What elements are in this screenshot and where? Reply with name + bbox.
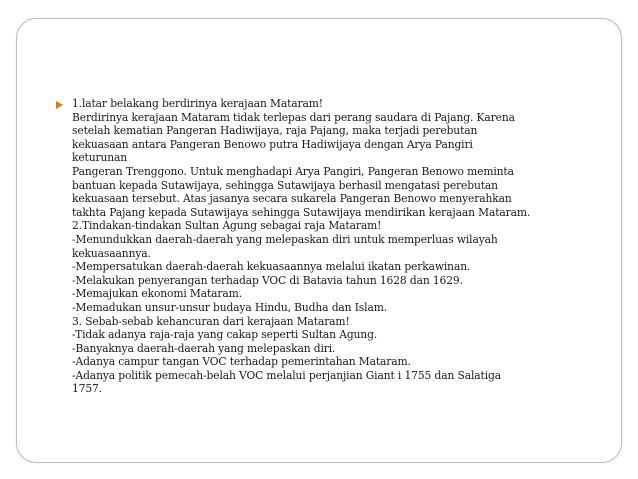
list-item: -Adanya campur tangan VOC terhadap pemerintahan Mataram. <box>72 355 411 369</box>
list-item: -Banyaknya daerah-daerah yang melepaskan diri. <box>72 341 336 355</box>
text-line: kekuasaan antara Pangeran Benowo putra Hadiwijaya dengan Arya Pangiri <box>72 137 473 151</box>
list-item: -Tidak adanya raja-raja yang cakap seperti Sultan Agung. <box>72 328 378 342</box>
list-item: -Melakukan penyerangan terhadap VOC di Batavia tahun 1628 dan 1629. <box>72 273 463 287</box>
text-line: setelah kematian Pangeran Hadiwijaya, raja Pajang, maka terjadi perebutan <box>72 124 478 138</box>
text-line: Berdirinya kerajaan Mataram tidak terlepas dari perang saudara di Pajang. Karena <box>72 110 515 124</box>
text-line: Pangeran Trenggono. Untuk menghadapi Arya Pangiri, Pangeran Benowo meminta <box>72 164 514 178</box>
list-item: -Adanya politik pemecah-belah VOC melalui perjanjian Giant i 1755 dan Salatiga <box>72 368 501 382</box>
text-line: takhta Pajang kepada Sutawijaya sehingga Sutawijaya mendirikan kerajaan Mataram. <box>72 205 531 219</box>
text-line: kekuasaan tersebut. Atas jasanya secara sukarela Pangeran Benowo menyerahkan <box>72 192 512 206</box>
list-item: -Menundukkan daerah-daerah yang melepaskan diri untuk memperluas wilayah <box>72 232 498 246</box>
list-item: -Memajukan ekonomi Mataram. <box>72 287 242 301</box>
text-line: 1757. <box>72 382 102 396</box>
text-line: keturunan <box>72 151 128 165</box>
heading-tindakan-sultan-agung: 2.Tindakan-tindakan Sultan Agung sebagai raja Mataram! <box>72 219 382 233</box>
text-line: bantuan kepada Sutawijaya, sehingga Sutawijaya berhasil mengatasi perebutan <box>72 178 498 192</box>
text-line: kekuasaannya. <box>72 246 151 260</box>
list-item: -Memadukan unsur-unsur budaya Hindu, Budha dan Islam. <box>72 300 388 314</box>
list-item: -Mempersatukan daerah-daerah kekuasaannya melalui ikatan perkawinan. <box>72 260 471 274</box>
slide-body <box>72 97 602 396</box>
heading-sebab-kehancuran: 3. Sebab-sebab kehancuran dari kerajaan Mataram! <box>72 314 350 328</box>
bullet-arrow-icon <box>56 101 63 109</box>
heading-latar-belakang: 1.latar belakang berdirinya kerajaan Mataram! <box>72 97 323 110</box>
